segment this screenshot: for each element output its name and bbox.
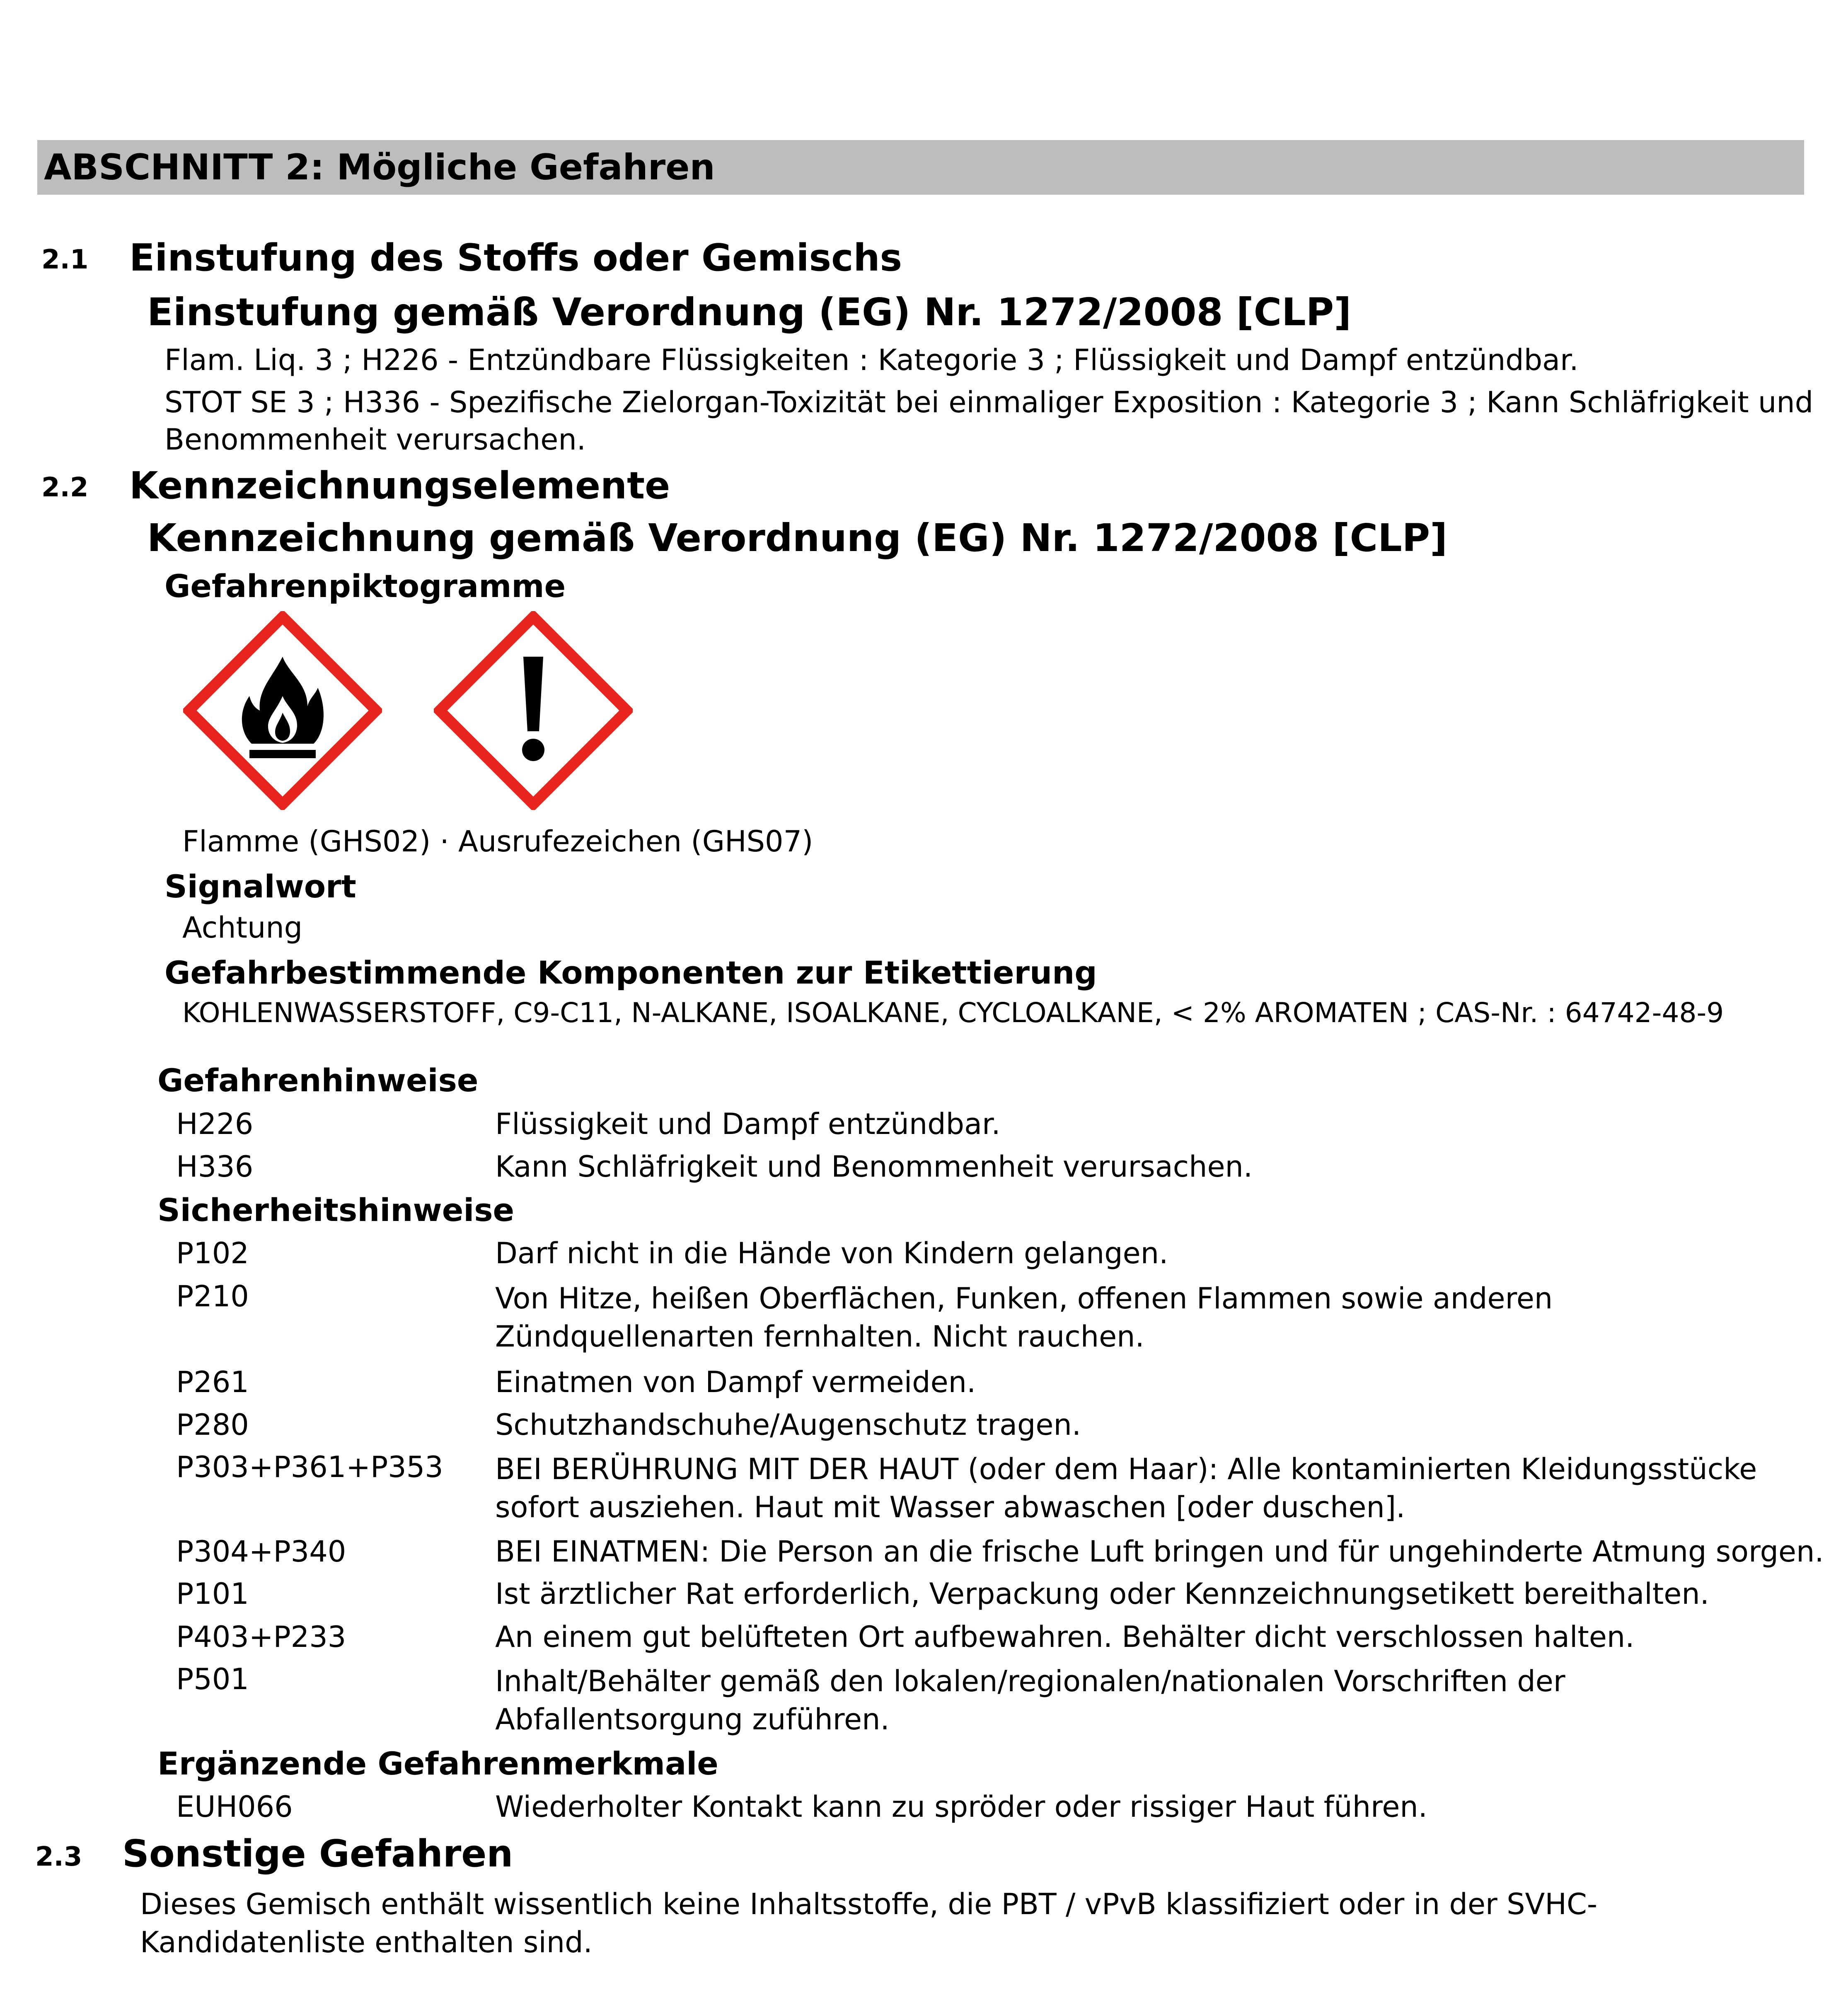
precaution-text: Einatmen von Dampf vermeiden. (495, 1365, 976, 1399)
section-header: ABSCHNITT 2: Mögliche Gefahren (37, 140, 1804, 195)
section-2-3-title: Sonstige Gefahren (122, 1832, 513, 1876)
section-2-3-number: 2.3 (35, 1842, 82, 1872)
hazard-text: Kann Schläfrigkeit und Benommenheit verursachen. (495, 1150, 1253, 1184)
supplemental-hazards-label: Ergänzende Gefahrenmerkmale (157, 1745, 718, 1782)
hazard-statements-label: Gefahrenhinweise (157, 1062, 479, 1099)
precaution-text: BEI EINATMEN: Die Person an die frische Luft bringen und für ungehinderte Atmung sorgen. (495, 1535, 1824, 1569)
components-label: Gefahrbestimmende Komponenten zur Etikettierung (164, 954, 1097, 991)
precaution-code: P303+P361+P353 (176, 1450, 443, 1484)
precaution-code: P261 (176, 1365, 249, 1399)
exclamation-pictogram-icon (434, 611, 633, 810)
signal-word-value: Achtung (182, 911, 303, 945)
hazard-code: H226 (176, 1107, 254, 1141)
section-2-2-subtitle: Kennzeichnung gemäß Verordnung (EG) Nr. 1272/2008 [CLP] (147, 516, 1448, 560)
hazard-code: H336 (176, 1150, 254, 1184)
precaution-text: Ist ärztlicher Rat erforderlich, Verpackung oder Kennzeichnungsetikett bereithalten. (495, 1577, 1709, 1611)
precaution-text: Von Hitze, heißen Oberflächen, Funken, offenen Flammen sowie anderen Zündquellenarten fernhalten. Nicht rauchen. (495, 1281, 1553, 1354)
section-2-2-title: Kennzeichnungselemente (129, 464, 670, 508)
pictogram-caption: Flamme (GHS02) · Ausrufezeichen (GHS07) (182, 824, 813, 858)
classification-line-2b: Benommenheit verursachen. (164, 423, 586, 457)
precaution-text: Schutzhandschuhe/Augenschutz tragen. (495, 1408, 1081, 1442)
components-value: KOHLENWASSERSTOFF, C9-C11, N-ALKANE, ISOALKANE, CYCLOALKANE, < 2% AROMATEN ; CAS-Nr. : 64742-48-9 (182, 997, 1724, 1029)
signal-word-label: Signalwort (164, 868, 356, 905)
classification-line-1: Flam. Liq. 3 ; H226 - Entzündbare Flüssigkeiten : Kategorie 3 ; Flüssigkeit und Dampf entzündbar. (164, 343, 1579, 377)
section-2-1-number: 2.1 (41, 244, 89, 275)
precaution-code: P403+P233 (176, 1620, 346, 1654)
section-2-2-number: 2.2 (41, 472, 89, 503)
hazard-text: Flüssigkeit und Dampf entzündbar. (495, 1107, 1001, 1141)
supplemental-text: Wiederholter Kontakt kann zu spröder oder rissiger Haut führen. (495, 1790, 1428, 1824)
precaution-code: P280 (176, 1408, 249, 1442)
other-hazards-text: Dieses Gemisch enthält wissentlich keine Inhaltsstoffe, die PBT / vPvB klassifiziert oder in der SVHC-Kandidatenliste enthalten sind. (140, 1887, 1598, 1959)
precaution-code: P210 (176, 1279, 249, 1313)
precautionary-statements-label: Sicherheitshinweise (157, 1192, 515, 1228)
flame-pictogram-icon (183, 611, 382, 810)
precaution-code: P304+P340 (176, 1535, 346, 1569)
section-2-1-subtitle: Einstufung gemäß Verordnung (EG) Nr. 1272/2008 [CLP] (147, 290, 1352, 334)
pictogram-label: Gefahrenpiktogramme (164, 568, 566, 604)
section-2-1-title: Einstufung des Stoffs oder Gemischs (129, 236, 902, 280)
precaution-text: An einem gut belüfteten Ort aufbewahren. Behälter dicht verschlossen halten. (495, 1620, 1635, 1654)
supplemental-code: EUH066 (176, 1790, 293, 1824)
precaution-text: Darf nicht in die Hände von Kindern gelangen. (495, 1236, 1168, 1270)
precaution-code: P101 (176, 1577, 249, 1611)
precaution-code: P501 (176, 1662, 249, 1696)
precaution-text: BEI BERÜHRUNG MIT DER HAUT (oder dem Haar): Alle kontaminierten Kleidungsstücke sofort ausziehen. Haut mit Wasser abwaschen [oder duschen]. (495, 1452, 1757, 1524)
classification-line-2a: STOT SE 3 ; H336 - Spezifische Zielorgan-Toxizität bei einmaliger Exposition : Kategorie 3 ; Kann Schläfrigkeit und (164, 385, 1814, 419)
precaution-text: Inhalt/Behälter gemäß den lokalen/regionalen/nationalen Vorschriften der Abfallentsorgung zuführen. (495, 1664, 1565, 1736)
precaution-code: P102 (176, 1236, 249, 1270)
